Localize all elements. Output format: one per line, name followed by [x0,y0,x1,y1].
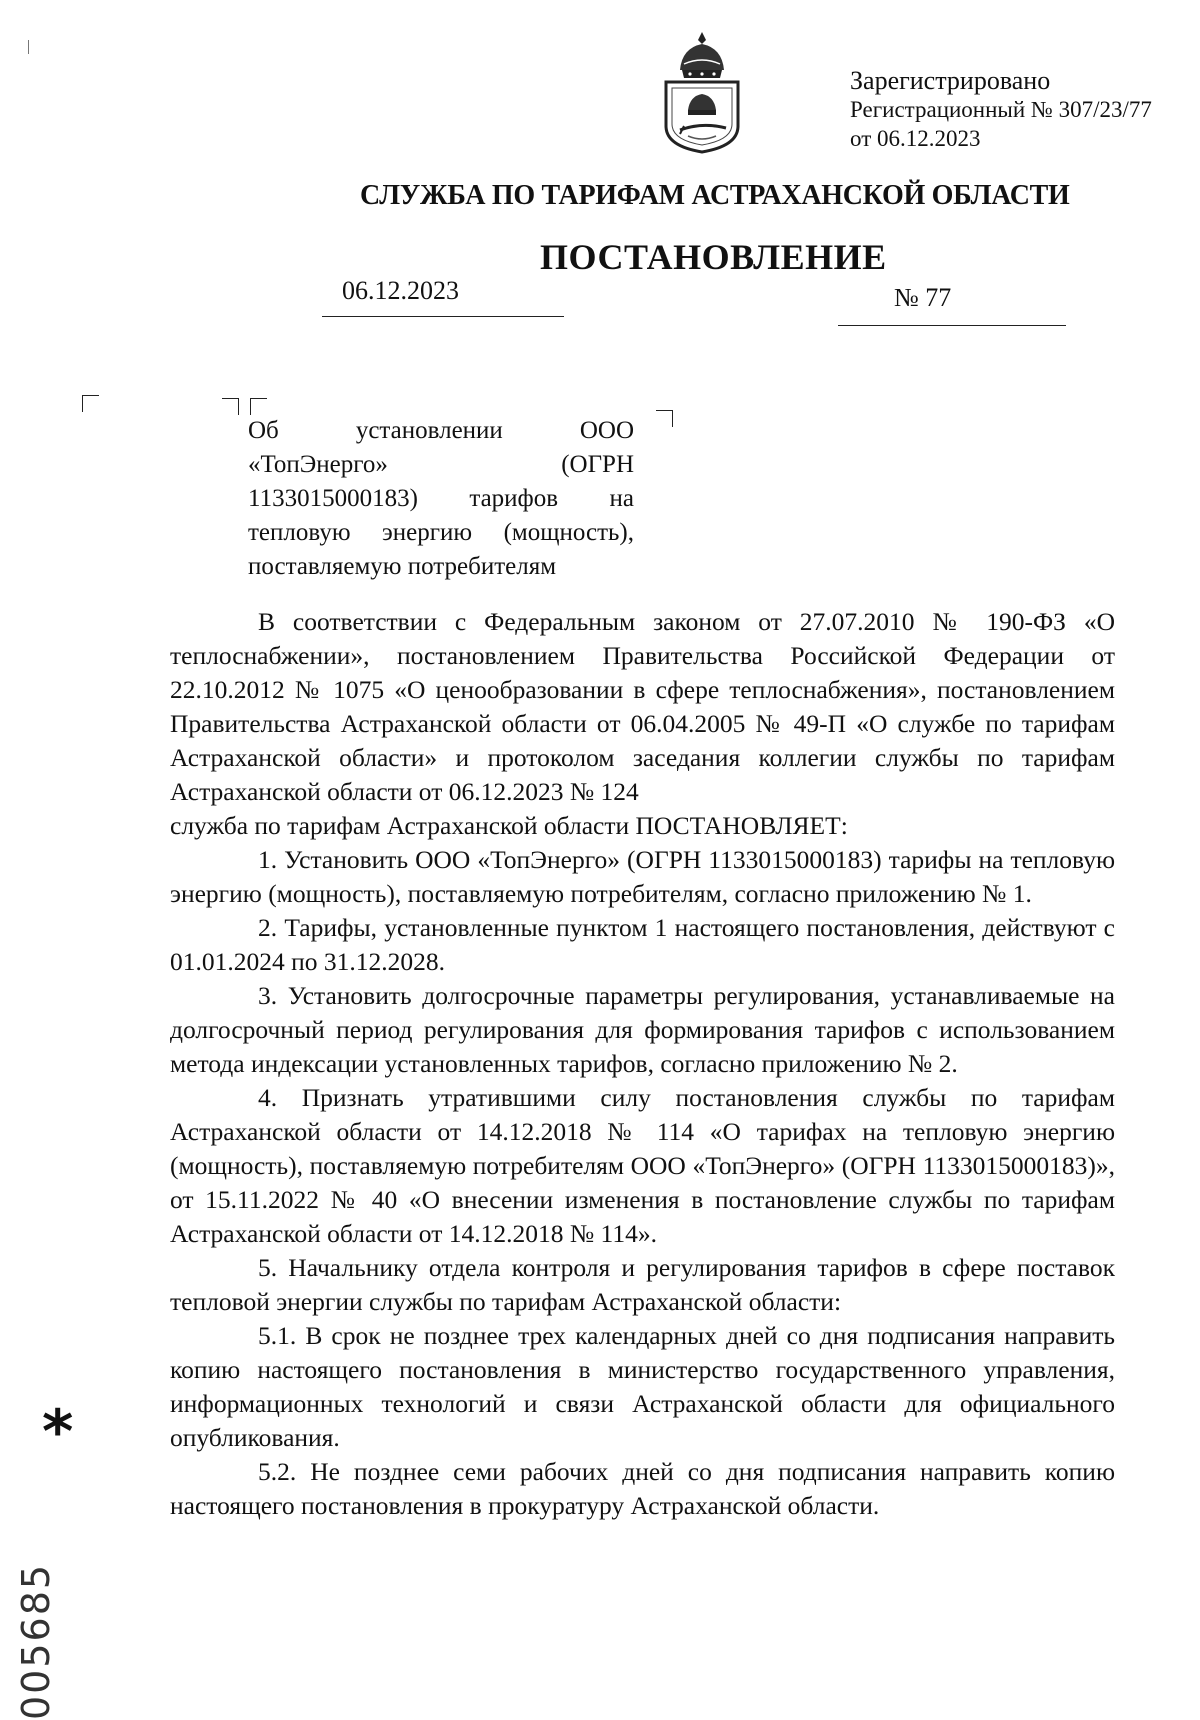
preamble-paragraph: В соответствии с Федеральным законом от 27.07.2010 № 190-ФЗ «О теплоснабжении», постановлением Правительства Российской Федерации от 22.10.2012 № 1075 «О ценообразовании в сфере теплоснабжения», постановлением Правительства Астраханской области от 06.04.2005 № 49-П «О службе по тарифам Астраханской области» и протоколом заседания коллегии службы по тарифам Астраханской области от 06.12.2023 № 124 [170,607,1115,806]
item-paragraph: 4. Признать утратившими силу постановления службы по тарифам Астраханской области от 14.12.2018 № 114 «О тарифах на тепловую энергию (мощность), поставляемую потребителям ООО «ТопЭнерго» (ОГРН 1133015000183)», от 15.11.2022 № 40 «О внесении изменения в постановление службы по тарифам Астраханской области от 14.12.2018 № 114». [170,1083,1115,1248]
document-date: 06.12.2023 [342,276,459,305]
number-underline [838,325,1066,326]
item-paragraph: 5.2. Не позднее семи рабочих дней со дня подписания направить копию настоящего постановления в прокуратуру Астраханской области. [170,1457,1115,1520]
corner-mark [250,398,267,415]
corner-mark [82,395,99,412]
document-number: № 77 [894,283,952,312]
subject-line: Об установлении ООО [248,417,634,444]
document-title: ПОСТАНОВЛЕНИЕ [540,237,887,277]
resolution-line: служба по тарифам Астраханской области ПОСТАНОВЛЯЕТ: [170,811,848,840]
corner-mark [656,410,673,427]
date-underline [322,316,564,317]
document-subject [248,414,634,584]
subject-line: «ТопЭнерго» (ОГРН [248,451,634,478]
item-paragraph: 5. Начальнику отдела контроля и регулирования тарифов в сфере поставок тепловой энергии службы по тарифам Астраханской области: [170,1253,1115,1316]
subject-line: 1133015000183) тарифов на [248,485,634,512]
item-paragraph: 5.1. В срок не позднее трех календарных дней со дня подписания направить копию настоящего постановления в министерство государственного управления, информационных технологий и связи Астраханской области для официального опубликования. [170,1321,1115,1452]
item-paragraph: 2. Тарифы, установленные пунктом 1 настоящего постановления, действуют с 01.01.2024 по 31.12.2028. [170,913,1115,976]
registration-status: Зарегистрировано [850,66,1051,95]
item-paragraph: 3. Установить долгосрочные параметры регулирования, устанавливаемые на долгосрочный период регулирования для формирования тарифов с использованием метода индексации установленных тарифов, согласно приложению № 2. [170,981,1115,1078]
corner-mark [222,398,239,415]
registration-number: Регистрационный № 307/23/77 [850,97,1152,122]
coat-of-arms-emblem [658,30,746,156]
registration-block [850,66,1152,153]
document-body [170,605,1115,1523]
subject-line: тепловую энергию (мощность), [248,519,634,546]
agency-name: СЛУЖБА ПО ТАРИФАМ АСТРАХАНСКОЙ ОБЛАСТИ [360,180,1070,211]
item-paragraph: 1. Установить ООО «ТопЭнерго» (ОГРН 1133015000183) тарифы на тепловую энергию (мощность), поставляемую потребителям, согласно приложению № 1. [170,845,1115,908]
subject-line: поставляемую потребителям [248,553,557,580]
scan-mark [28,40,29,54]
registration-date: от 06.12.2023 [850,126,981,151]
margin-code: 005685 [14,1562,58,1720]
margin-asterisk: * [42,1397,74,1467]
